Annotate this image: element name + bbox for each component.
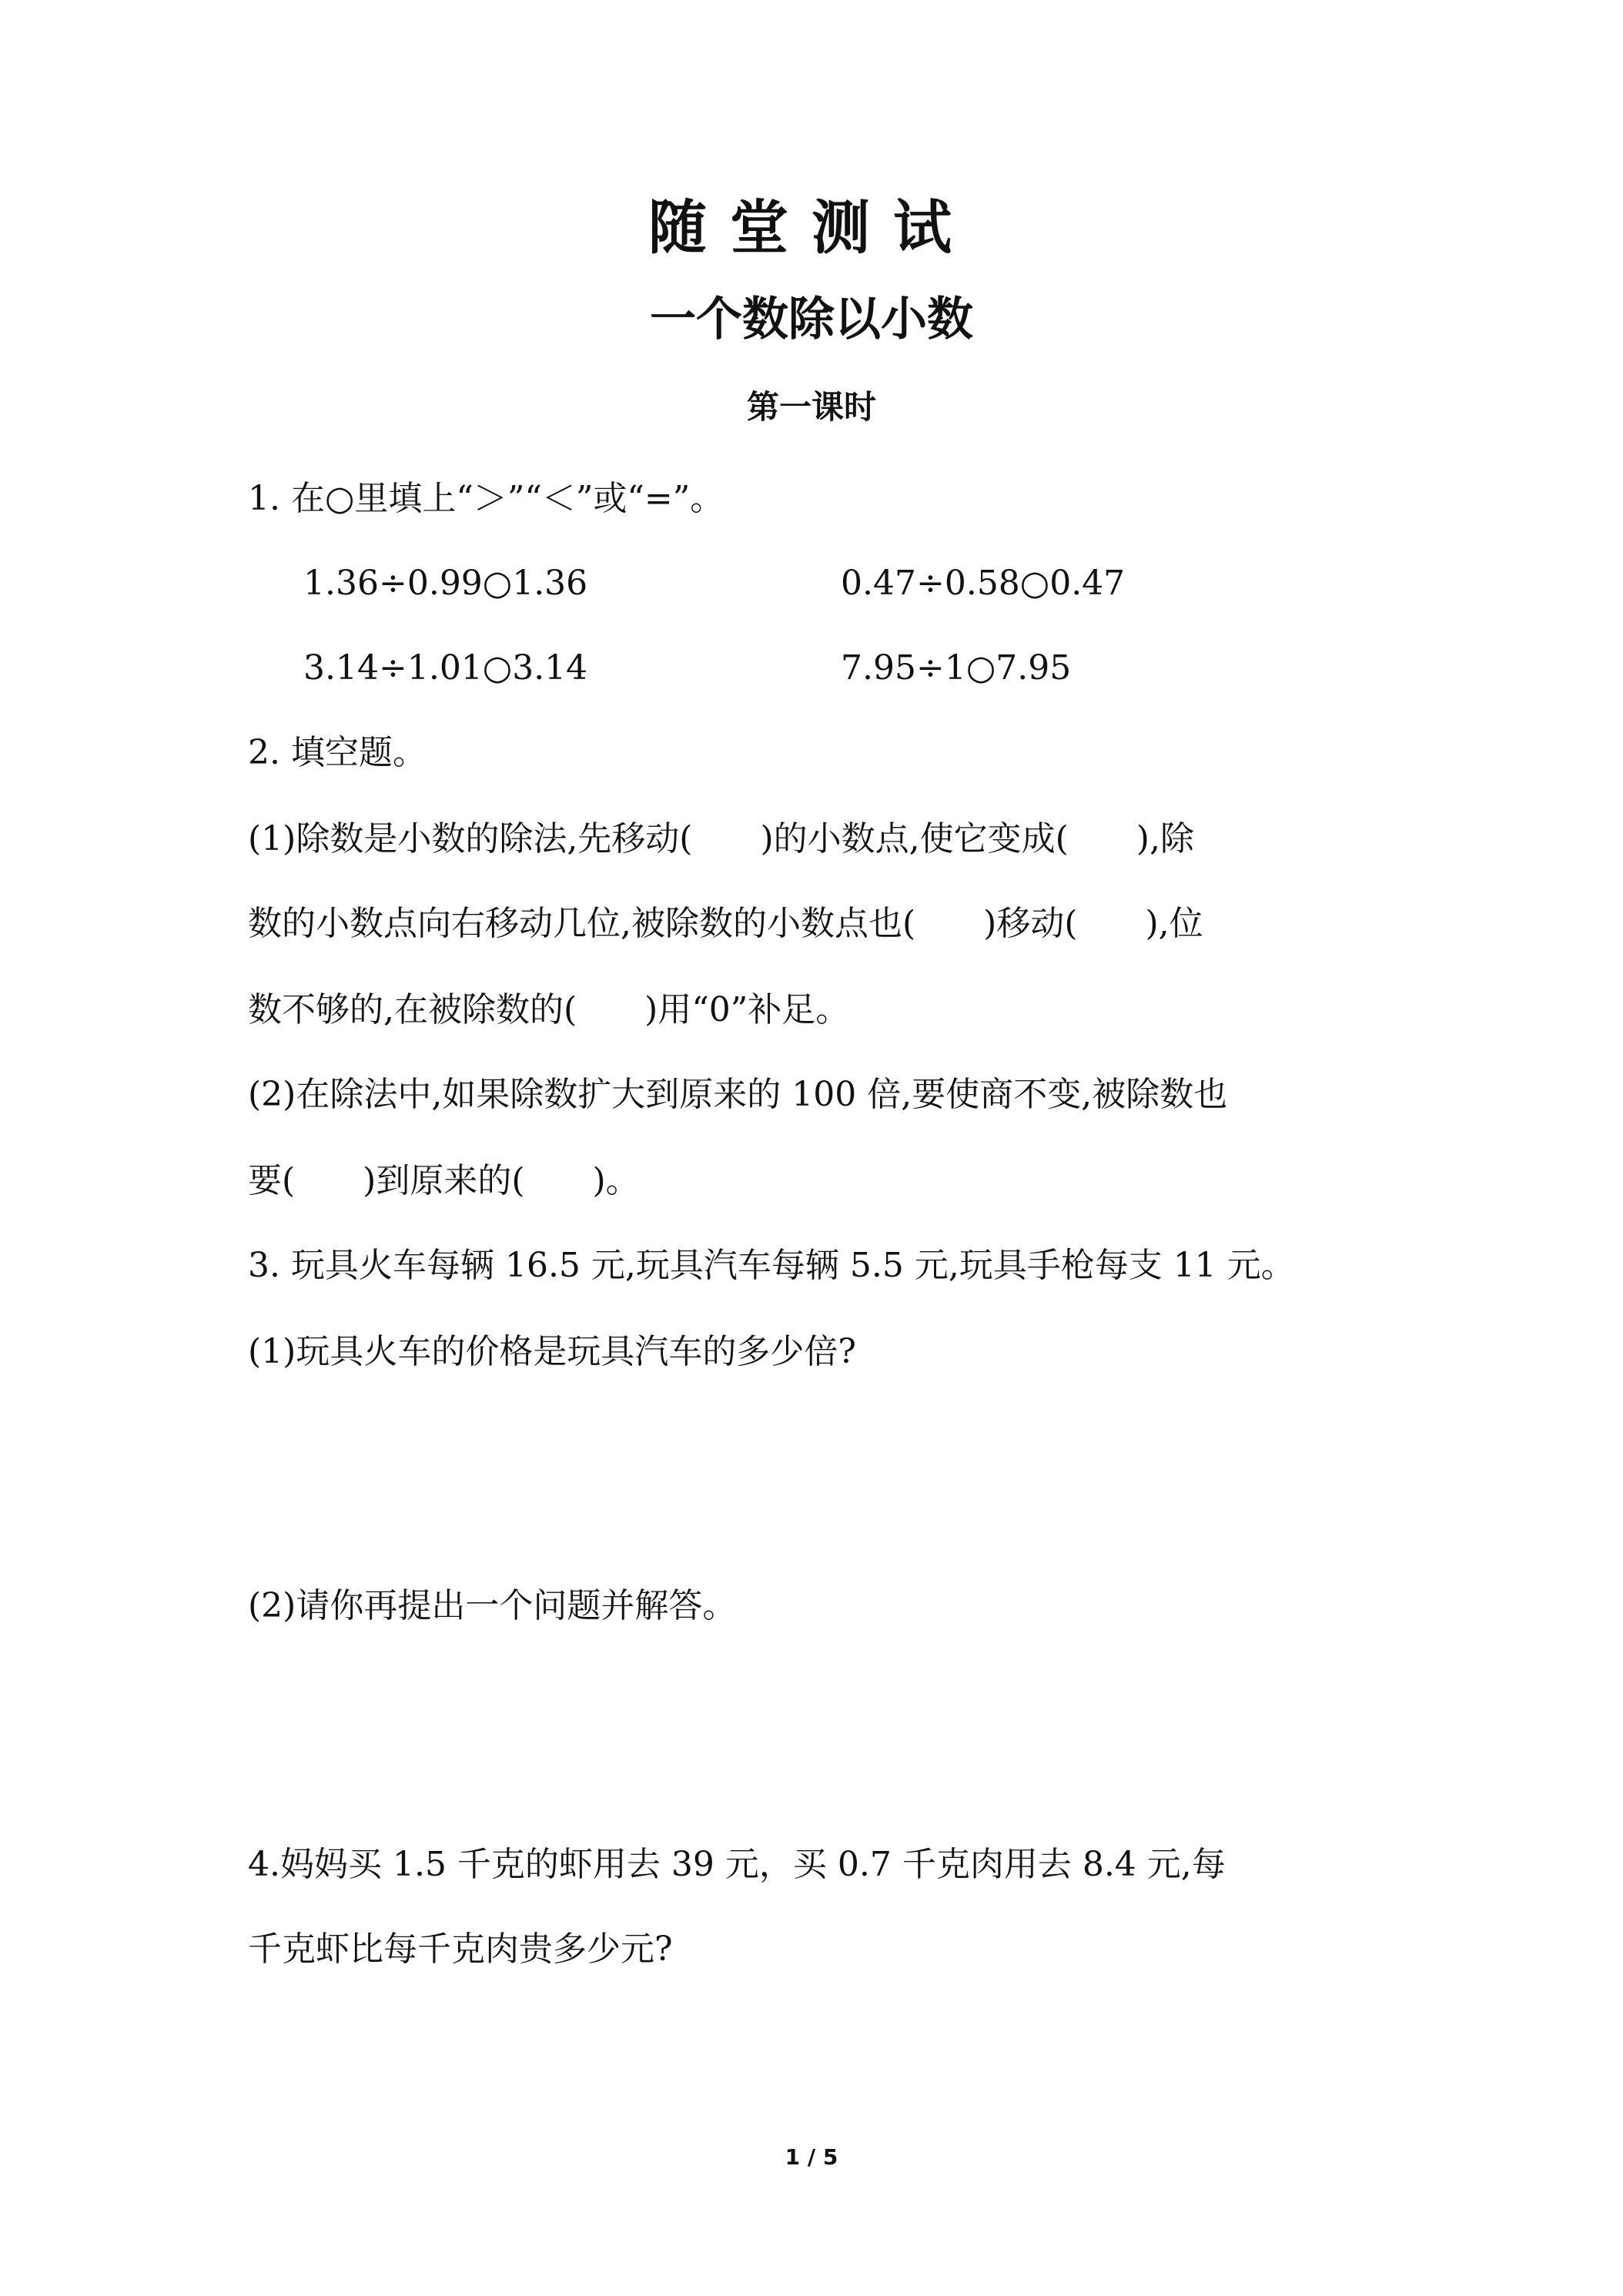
question-1-prompt: 1. 在○里填上“＞”“＜”或“=”。	[248, 479, 724, 518]
question-3-sub-2: (2)请你再提出一个问题并解答。	[248, 1586, 737, 1625]
question-2-line-1: (1)除数是小数的除法,先移动( )的小数点,使它变成( ),除	[248, 819, 1194, 858]
page-number: 1 / 5	[785, 2144, 838, 2170]
question-1-item-b: 0.47÷0.58○0.47	[841, 564, 1126, 603]
question-2-line-3: 数不够的,在被除数的( )用“0”补足。	[248, 990, 850, 1029]
question-1-item-c: 3.14÷1.01○3.14	[303, 648, 588, 688]
question-1-item-a: 1.36÷0.99○1.36	[303, 564, 588, 603]
question-2-line-5: 要( )到原来的( )。	[248, 1161, 640, 1200]
question-3-prompt: 3. 玩具火车每辆 16.5 元,玩具汽车每辆 5.5 元,玩具手枪每支 11 元。	[248, 1246, 1295, 1285]
page-subtitle: 一个数除以小数	[650, 293, 973, 346]
question-3-sub-1: (1)玩具火车的价格是玩具汽车的多少倍?	[248, 1332, 856, 1371]
question-4-line-1: 4.妈妈买 1.5 千克的虾用去 39 元，买 0.7 千克肉用去 8.4 元,每	[248, 1845, 1226, 1884]
lesson-label: 第一课时	[746, 388, 876, 426]
question-2-line-2: 数的小数点向右移动几位,被除数的小数点也( )移动( ),位	[248, 904, 1203, 943]
question-1-item-d: 7.95÷1○7.95	[841, 648, 1072, 688]
question-2-line-4: (2)在除法中,如果除数扩大到原来的 100 倍,要使商不变,被除数也	[248, 1075, 1228, 1114]
question-4-line-2: 千克虾比每千克肉贵多少元?	[248, 1930, 673, 1969]
question-2-prompt: 2. 填空题。	[248, 733, 427, 772]
page-title: 随堂测试	[648, 193, 975, 262]
